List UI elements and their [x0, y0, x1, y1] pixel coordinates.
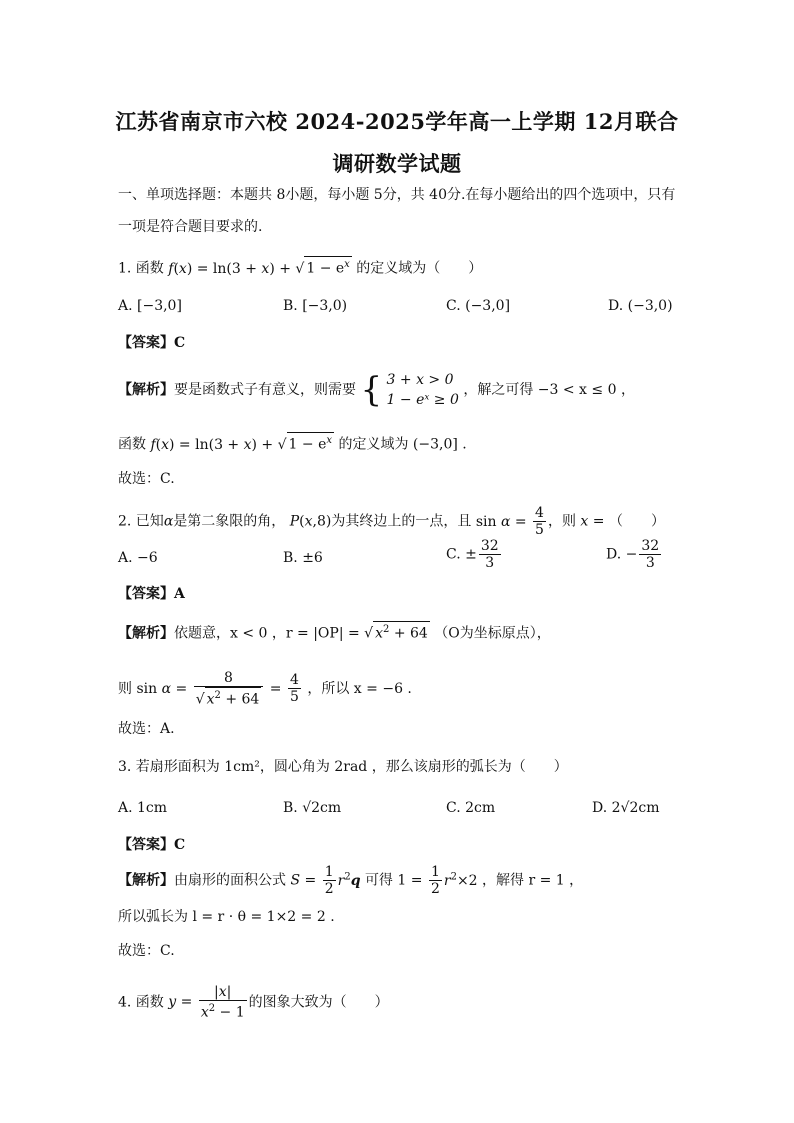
q3-analysis-c: ，解得 r = 1 ，: [482, 872, 584, 889]
q1-domain-prefix: 函数: [118, 436, 146, 453]
q1-analysis: [118, 370, 635, 410]
q1-option-a: A. [−3,0]: [118, 298, 182, 314]
q2-stem-b: 是第二象限的角，: [173, 513, 286, 530]
q2-then-suffix: ，所以 x = −6 .: [307, 680, 412, 697]
q2-choice: 故选：A.: [118, 721, 175, 737]
q2-option-c-numerator: 32: [480, 538, 499, 554]
q2-stem-e: （ ）: [608, 513, 665, 530]
q4-function-formula: y = $\frac{|x|}{x^2 - 1}$: [168, 984, 245, 1021]
document-title-line1: 江苏省南京市六校 2024-2025学年高一上学期 12月联合: [115, 109, 679, 134]
question-4-stem: [118, 984, 389, 1021]
q2-alpha: α: [163, 513, 174, 530]
q3-analysis-b: 可得: [364, 872, 393, 889]
q2-analysis-label: 【解析】: [118, 625, 174, 642]
q1-analysis-tail: ，解之可得 −3 < x ≤ 0 ，: [463, 382, 635, 398]
q1-domain-formula: f(x) = ln(3 + x) + √ $1 - e^x$: [150, 437, 334, 453]
q2-analysis-a: 依题意，x < 0 ，r = |OP| =: [174, 625, 360, 642]
q2-option-d: D. − $\frac{32}{3}$: [606, 538, 660, 571]
q1-inequality-system: [360, 370, 458, 410]
q1-answer: 【答案】C: [118, 335, 186, 351]
question-2-stem: 2. 已知α是第二象限的角， P(x,8)为其终边上的一点，且 sin α = $\frac{4}{5}$ ，则 x = （ ）: [118, 505, 665, 538]
section-header-cont: 一项是符合题目要求的.: [118, 219, 263, 235]
document-title-line2: 调研数学试题: [332, 151, 462, 176]
q3-answer: 【答案】C: [118, 837, 186, 853]
q1-function-formula: f(x) = ln(3 + x) + √ $1 - e^x$: [168, 261, 352, 277]
q4-stem-prefix: 4. 函数: [118, 994, 164, 1011]
q3-option-a: A. 1cm: [118, 800, 168, 816]
q2-then-prefix: 则: [118, 680, 132, 697]
q2-stem-c: 为其终边上的一点，且: [331, 513, 472, 530]
q2-answer: 【答案】A: [118, 586, 185, 602]
q3-choice: 故选：C.: [118, 943, 175, 959]
q2-stem-d: ，则: [547, 513, 576, 530]
q3-option-c: C. 2cm: [446, 800, 496, 816]
q2-point: P(x,8): [289, 513, 332, 530]
section-header: 一、单项选择题：本题共 8小题，每小题 5分，共 40分.在每小题给出的四个选项中，只有: [118, 187, 676, 203]
q1-stem-prefix: 1. 函数: [118, 260, 164, 277]
q1-option-d: D. (−3,0): [608, 298, 673, 314]
q3-analysis-a: 由扇形的面积公式: [174, 872, 286, 889]
q3-option-d: D. 2√2cm: [592, 800, 660, 816]
q2-option-d-label: D. −: [606, 546, 638, 563]
q3-arc-length: 所以弧长为 l = r · θ = 1×2 = 2 .: [118, 909, 335, 925]
q2-option-a: A. −6: [118, 550, 158, 566]
left-brace-icon: {: [360, 370, 383, 410]
q1-domain-line: [118, 432, 467, 455]
q3-analysis-label: 【解析】: [118, 872, 174, 889]
q2-stem-a: 2. 已知: [118, 513, 164, 530]
q1-stem-suffix: 的定义域为（ ）: [356, 260, 483, 277]
q1-system-row-1: 3 + x > 0: [386, 372, 454, 388]
q3-option-b: B. √2cm: [283, 800, 342, 816]
q2-option-c-denominator: 3: [485, 555, 495, 571]
q1-option-c: C. (−3,0]: [446, 298, 511, 314]
q2-radical: $x^2 + 64$: [373, 621, 430, 642]
q4-stem-suffix: 的图象大致为（ ）: [248, 994, 389, 1011]
q2-then-line: 则 sin α = $\frac{8}{√ x^2 + 64}$ = $\frac{4}{5}$ ，所以 x = −6 .: [118, 670, 412, 708]
q2-option-c-label: C. ±: [446, 546, 477, 563]
q1-domain-suffix: 的定义域为 (−3,0] .: [338, 436, 467, 453]
q2-analysis: 【解析】依题意，x < 0 ，r = |OP| = √ $x^2 + 64$ （O为坐标原点），: [118, 621, 551, 644]
q1-option-b: B. [−3,0): [283, 298, 348, 314]
q2-analysis-b: （O为坐标原点），: [434, 625, 551, 642]
q3-analysis: 【解析】由扇形的面积公式 S = $\frac{1}{2}$ $r^2q$ 可得 1 = $\frac{1}{2}$ $r^2\times 2$ ，解得 r = 1 ，: [118, 864, 584, 897]
q1-analysis-text: 要是函数式子有意义，则需要: [174, 382, 356, 398]
q2-option-c: [446, 538, 503, 571]
q2-option-b: B. ±6: [283, 550, 323, 566]
q1-system-row-2: 1 − eˣ ≥ 0: [386, 392, 459, 408]
q2-sin-eq: sin α = $\frac{4}{5}$: [475, 505, 544, 538]
q1-analysis-label: 【解析】: [118, 382, 174, 398]
question-3-stem: 3. 若扇形面积为 1cm²，圆心角为 2rad ，那么该扇形的弧长为（ ）: [118, 759, 568, 775]
q2-x-var: x: [580, 513, 589, 530]
question-1-stem: [118, 256, 482, 279]
q1-choice: 故选：C.: [118, 471, 175, 487]
